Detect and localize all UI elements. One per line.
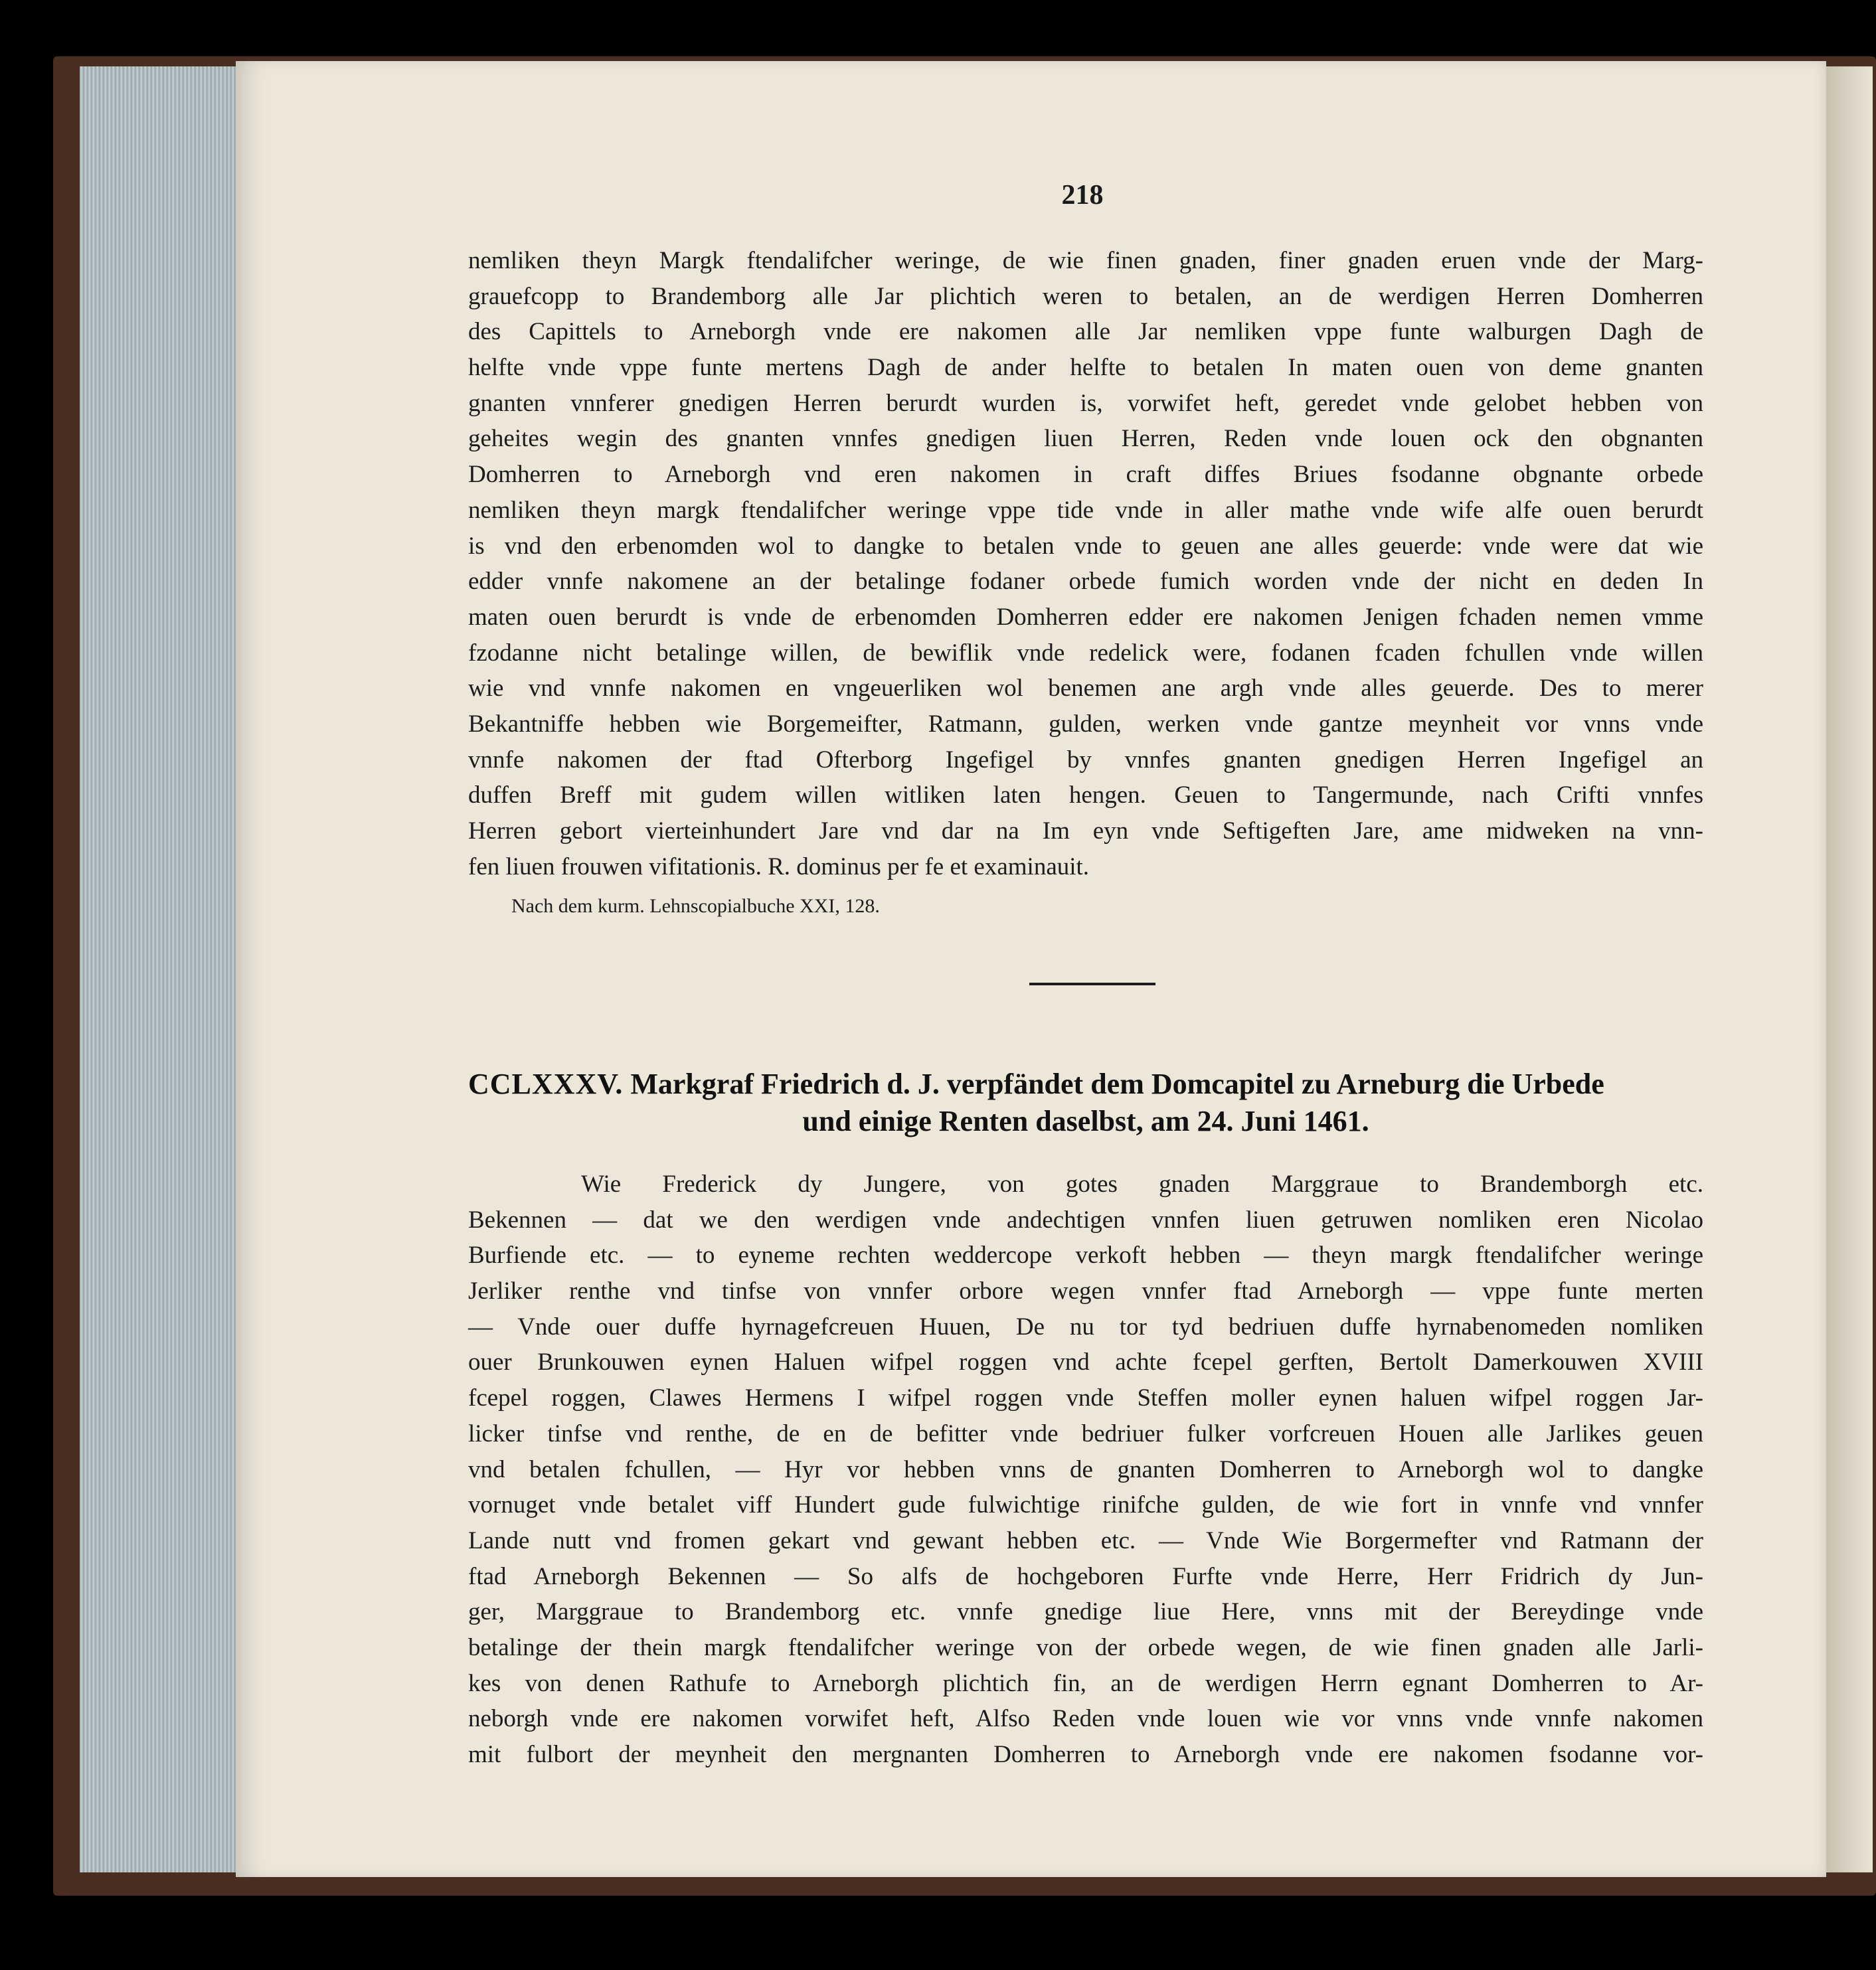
- text-line: vnnfe nakomen der ftad Ofterborg Ingefigel by vnnfes gnanten gnedigen Herren Ingefigel an: [468, 746, 1703, 774]
- text-line: helfte vnde vppe funte mertens Dagh de ander helfte to betalen In maten ouen von deme gnanten: [468, 354, 1703, 382]
- text-line: fen liuen frouwen vifitationis. R. dominus per fe et examinauit.: [468, 853, 1090, 880]
- text-line: gnanten vnnferer gnedigen Herren berurdt wurden is, vorwifet heft, geredet vnde gelobet hebben von: [468, 389, 1703, 417]
- heading-title-line-1: Markgraf Friedrich d. J. verpfändet dem Domcapitel zu Arneburg die Urbede: [630, 1068, 1604, 1100]
- text-line: ger, Marggraue to Brandemborg etc. vnnfe gnedige liue Here, vnns mit der Bereydinge vnde: [468, 1598, 1703, 1626]
- text-line: grauefcopp to Brandemborg alle Jar plichtich weren to betalen, an de werdigen Herren Domherren: [468, 282, 1703, 310]
- document-number: CCLXXXV.: [468, 1068, 624, 1100]
- text-line: ftad Arneborgh Bekennen — So alfs de hochgeboren Furfte vnde Herre, Herr Fridrich dy Jun-: [468, 1562, 1703, 1590]
- paragraph-continued: [468, 243, 1703, 884]
- text-line: nemliken theyn margk ftendalifcher weringe vppe tide vnde in aller mathe vnde wife alfe ouen berurdt: [468, 496, 1703, 524]
- text-line: fzodanne nicht betalinge willen, de bewiflik vnde redelick were, fodanen fcaden fchullen vnde willen: [468, 639, 1703, 667]
- text-line: Domherren to Arneborgh vnd eren nakomen in craft diffes Briues fsodanne obgnante orbede: [468, 461, 1703, 489]
- text-line: betalinge der thein margk ftendalifcher weringe von der orbede wegen, de wie finen gnaden alle Jarli-: [468, 1633, 1703, 1661]
- text-line: maten ouen berurdt is vnde de erbenomden Domherren edder ere nakomen Jenigen fchaden nemen vmme: [468, 603, 1703, 631]
- text-line: Bekennen — dat we den werdigen vnde andechtigen vnnfen liuen getruwen nomliken eren Nicolao: [468, 1206, 1703, 1234]
- text-line: vornuget vnde betalet viff Hundert gude fulwichtige rinifche gulden, de wie fort in vnnfe vnd vnnfer: [468, 1491, 1703, 1519]
- document-body: [468, 1167, 1703, 1773]
- text-line: Herren gebort vierteinhundert Jare vnd dar na Im eyn vnde Seftigeften Jare, ame midweken na vnn-: [468, 817, 1703, 845]
- heading-title-line-2: und einige Renten daselbst, am 24. Juni 1461.: [802, 1105, 1369, 1137]
- text-line: des Capittels to Arneborgh vnde ere nakomen alle Jar nemliken vppe funte walburgen Dagh de: [468, 318, 1703, 346]
- text-line: fcepel roggen, Clawes Hermens I wifpel roggen vnde Steffen moller eynen haluen wifpel roggen Jar-: [468, 1384, 1703, 1412]
- page-number: 218: [1061, 180, 1104, 210]
- text-line: Lande nutt vnd fromen gekart vnd gewant hebben etc. — Vnde Wie Borgermefter vnd Ratmann der: [468, 1526, 1703, 1554]
- text-line: geheites wegin des gnanten vnnfes gnedigen liuen Herren, Reden vnde louen ock den obgnanten: [468, 425, 1703, 453]
- text-line: nemliken theyn Margk ftendalifcher weringe, de wie finen gnaden, finer gnaden eruen vnde der Marg-: [468, 247, 1703, 274]
- text-line: — Vnde ouer duffe hyrnagefcreuen Huuen, De nu tor tyd bedriuen duffe hyrnabenomeden nomliken: [468, 1313, 1703, 1341]
- source-note: Nach dem kurm. Lehnscopialbuche XXI, 128.: [511, 895, 880, 917]
- text-line: licker tinfse vnd renthe, de en de befitter vnde bedriuer fulker vorfcreuen Houen alle Jarlikes geuen: [468, 1420, 1703, 1447]
- text-line: Jerliker renthe vnd tinfse von vnnfer orbore wegen vnnfer ftad Arneborgh — vppe funte merten: [468, 1277, 1703, 1305]
- text-line: kes von denen Rathufe to Arneborgh plichtich fin, an de werdigen Herrn egnant Domherren to Ar-: [468, 1669, 1703, 1697]
- text-line: Wie Frederick dy Jungere, von gotes gnaden Marggraue to Brandemborgh etc.: [581, 1171, 1703, 1198]
- text-line: neborgh vnde ere nakomen vorwifet heft, Alfso Reden vnde louen wie vor vnns vnde vnnfe nakomen: [468, 1705, 1703, 1733]
- document-heading: [468, 1066, 1703, 1140]
- section-divider: [1029, 983, 1155, 985]
- text-line: Burfiende etc. — to eyneme rechten weddercope verkoft hebben — theyn margk ftendalifcher weringe: [468, 1242, 1703, 1270]
- right-page-edge: [1826, 66, 1873, 1872]
- page-edges: [80, 66, 239, 1872]
- text-line: mit fulbort der meynheit den mergnanten Domherren to Arneborgh vnde ere nakomen fsodanne vor-: [468, 1741, 1703, 1768]
- text-line: edder vnnfe nakomene an der betalinge fodaner orbede fumich worden vnde der nicht en deden In: [468, 568, 1703, 596]
- text-line: ouer Brunkouwen eynen Haluen wifpel roggen vnd achte fcepel gerften, Bertolt Damerkouwen XVIII: [468, 1349, 1703, 1376]
- text-line: vnd betalen fchullen, — Hyr vor hebben vnns de gnanten Domherren to Arneborgh wol to dangke: [468, 1455, 1703, 1483]
- text-line: wie vnd vnnfe nakomen en vngeuerliken wol benemen ane argh vnde alles geuerde. Des to merer: [468, 675, 1703, 702]
- text-line: Bekantniffe hebben wie Borgemeifter, Ratmann, gulden, werken vnde gantze meynheit vor vnns vnde: [468, 710, 1703, 738]
- text-line: is vnd den erbenomden wol to dangke to betalen vnde to geuen ane alles geuerde: vnde were dat wie: [468, 532, 1703, 560]
- text-line: duffen Breff mit gudem willen witliken laten hengen. Geuen to Tangermunde, nach Crifti vnnfes: [468, 781, 1703, 809]
